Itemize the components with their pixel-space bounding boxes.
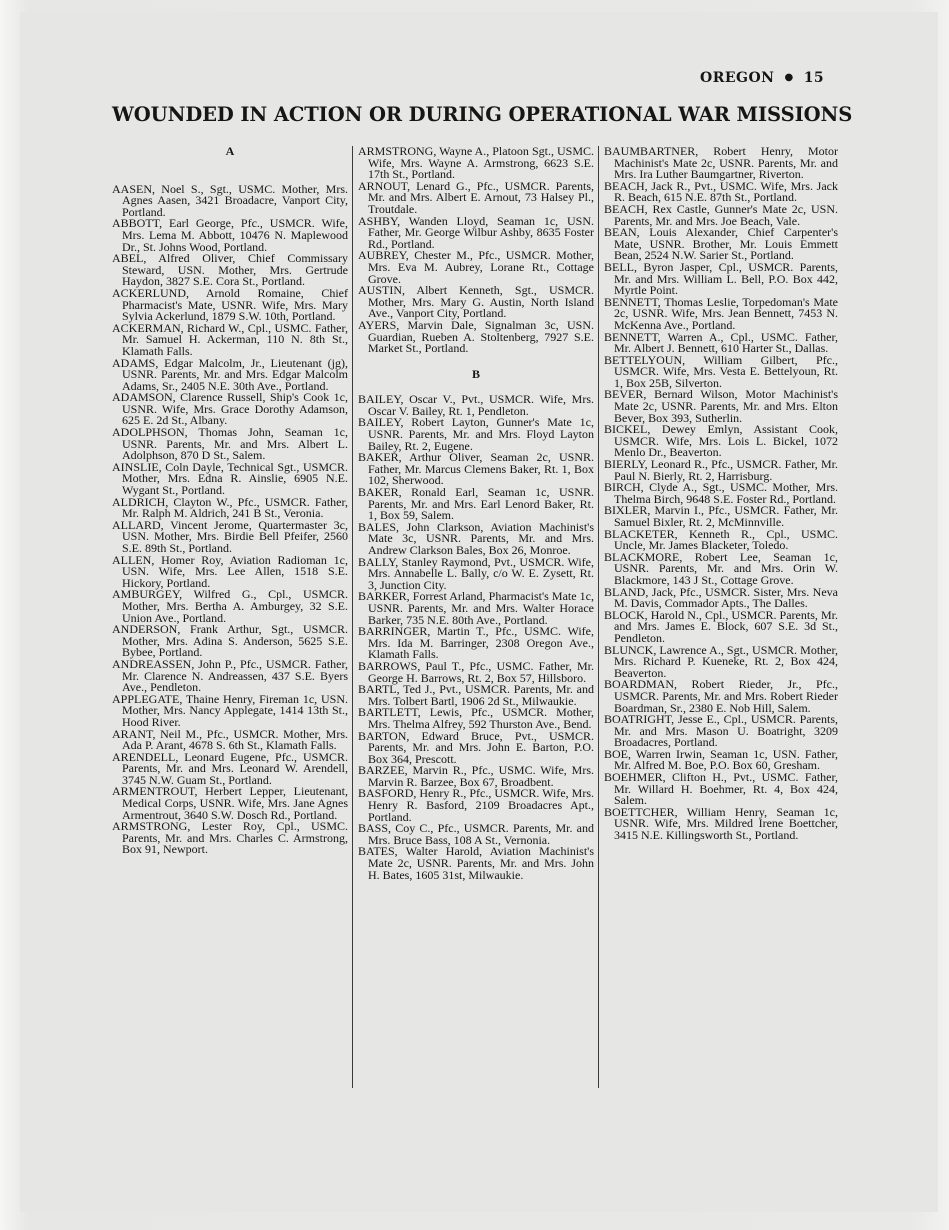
column-2: [358, 146, 594, 881]
casualty-entry: BETTELYOUN, William Gilbert, Pfc., USMCR. Wife, Mrs. Vesta E. Bettelyoun, Rt. 1, Box 25B, Silverton.: [604, 352, 838, 390]
casualty-entry: ALLARD, Vincent Jerome, Quartermaster 3c, USN. Mother, Mrs. Birdie Bell Pfeifer, 2560 S.E. 89th St., Portland.: [112, 517, 348, 555]
casualty-entry: BENNETT, Thomas Leslie, Torpedoman's Mate 2c, USNR. Wife, Mrs. Jean Bennett, 7453 N. McKenna Ave., Portland.: [604, 294, 838, 332]
casualty-entry: AUSTIN, Albert Kenneth, Sgt., USMCR. Mother, Mrs. Mary G. Austin, North Island Ave., Vanport City, Portland.: [358, 283, 594, 321]
casualty-entry: BLAND, Jack, Pfc., USMCR. Sister, Mrs. Neva M. Davis, Commador Apts., The Dalles.: [604, 584, 838, 611]
casualty-entry: BOE, Warren Irwin, Seaman 1c, USN. Father, Mr. Alfred M. Boe, P.O. Box 60, Gresham.: [604, 746, 838, 773]
entry-list: [358, 146, 594, 355]
casualty-entry: ARANT, Neil M., Pfc., USMCR. Mother, Mrs. Ada P. Arant, 4678 S. 6th St., Klamath Falls.: [112, 726, 348, 753]
casualty-entry: AINSLIE, Coln Dayle, Technical Sgt., USMCR. Mother, Mrs. Edna R. Ainslie, 6905 N.E. Wygant St., Portland.: [112, 459, 348, 498]
casualty-entry: ADAMSON, Clarence Russell, Ship's Cook 1c, USNR. Wife, Mrs. Grace Dorothy Adamson, 625 E. 2d St., Albany.: [112, 390, 348, 428]
casualty-entry: BENNETT, Warren A., Cpl., USMC. Father, Mr. Albert J. Bennett, 610 Harter St., Dallas.: [604, 329, 838, 356]
casualty-entry: AASEN, Noel S., Sgt., USMC. Mother, Mrs. Agnes Aasen, 3421 Broadacre, Vanport City, Portland.: [112, 181, 348, 219]
page-number: 15: [803, 70, 825, 86]
casualty-entry: ALDRICH, Clayton W., Pfc., USMCR. Father, Mr. Ralph M. Aldrich, 241 B St., Veronia.: [112, 494, 348, 521]
casualty-entry: BARKER, Forrest Arland, Pharmacist's Mate 1c, USNR. Parents, Mr. and Mrs. Walter Horace Barker, 735 N.E. 80th Ave., Portland.: [358, 589, 594, 627]
casualty-entry: ARNOUT, Lenard G., Pfc., USMCR. Parents, Mr. and Mrs. Albert E. Arnout, 73 Halsey Pl., Troutdale.: [358, 178, 594, 216]
entry-list: [358, 394, 594, 881]
section-letter-a: A: [225, 144, 235, 158]
casualty-entry: APPLEGATE, Thaine Henry, Fireman 1c, USN. Mother, Mrs. Nancy Applegate, 1414 13th St., Hood River.: [112, 691, 348, 729]
casualty-entry: ARMENTROUT, Herbert Lepper, Lieutenant, Medical Corps, USNR. Wife, Mrs. Jane Agnes Armentrout, 3640 S.W. Dosch Rd., Portland.: [112, 784, 348, 822]
column-divider: [352, 146, 353, 1088]
page-title: WOUNDED IN ACTION OR DURING OPERATIONAL WAR MISSIONS: [112, 103, 853, 126]
casualty-entry: BAKER, Arthur Oliver, Seaman 2c, USNR. Father, Mr. Marcus Clemens Baker, Rt. 1, Box 102, Sherwood.: [358, 450, 594, 488]
casualty-entry: ABBOTT, Earl George, Pfc., USMCR. Wife, Mrs. Lema M. Abbott, 10476 N. Maplewood Dr., St. Johns Wood, Portland.: [112, 216, 348, 254]
casualty-entry: BAILEY, Robert Layton, Gunner's Mate 1c, USNR. Parents, Mr. and Mrs. Floyd Layton Bailey, Rt. 2, Eugene.: [358, 415, 594, 453]
casualty-entry: ADAMS, Edgar Malcolm, Jr., Lieutenant (jg), USNR. Parents, Mr. and Mrs. Edgar Malcolm Adams, Sr., 2405 N.E. 30th Ave., Portland.: [112, 355, 348, 393]
casualty-entry: BIRCH, Clyde A., Sgt., USMC. Mother, Mrs. Thelma Birch, 9648 S.E. Foster Rd., Portland.: [604, 480, 838, 506]
casualty-entry: BATES, Walter Harold, Aviation Machinist's Mate 2c, USNR. Parents, Mr. and Mrs. John H. Bates, 1605 31st, Milwaukie.: [358, 844, 594, 882]
casualty-entry: ASHBY, Wanden Lloyd, Seaman 1c, USN. Father, Mr. George Wilbur Ashby, 8635 Foster Rd., Portland.: [358, 213, 594, 251]
state-name: OREGON: [700, 70, 775, 86]
casualty-entry: BAUMBARTNER, Robert Henry, Motor Machinist's Mate 2c, USNR. Parents, Mr. and Mrs. Ira Luther Baumgartner, Riverton.: [604, 144, 838, 182]
casualty-entry: AUBREY, Chester M., Pfc., USMCR. Mother, Mrs. Eva M. Aubrey, Lorane Rt., Cottage Grove.: [358, 248, 594, 286]
casualty-entry: BOATRIGHT, Jesse E., Cpl., USMCR. Parents, Mr. and Mrs. Mason U. Boatright, 3209 Broadacres, Portland.: [604, 712, 838, 750]
casualty-entry: BARZEE, Marvin R., Pfc., USMC. Wife, Mrs. Marvin R. Barzee, Box 67, Broadbent.: [358, 763, 594, 789]
casualty-entry: BEAN, Louis Alexander, Chief Carpenter's Mate, USNR. Brother, Mr. Louis Emmett Bean, 2524 N.W. Sarier St., Portland.: [604, 225, 838, 263]
entry-list: [112, 181, 348, 857]
casualty-entry: BEACH, Jack R., Pvt., USMC. Wife, Mrs. Jack R. Beach, 615 N.E. 87th St., Portland.: [604, 178, 838, 205]
column-3: [604, 146, 838, 842]
casualty-entry: BIXLER, Marvin I., Pfc., USMCR. Father, Mr. Samuel Bixler, Rt. 2, McMinnville.: [604, 503, 838, 529]
casualty-entry: BALES, John Clarkson, Aviation Machinist's Mate 3c, USNR. Parents, Mr. and Mrs. Andrew Clarkson Bales, Box 26, Monroe.: [358, 519, 594, 557]
casualty-entry: BARRINGER, Martin T., Pfc., USMC. Wife, Mrs. Ida M. Barringer, 2308 Oregon Ave., Klamath Falls.: [358, 624, 594, 662]
casualty-entry: BARROWS, Paul T., Pfc., USMC. Father, Mr. George H. Barrows, Rt. 2, Box 57, Hillsboro.: [358, 658, 594, 685]
casualty-entry: ANDERSON, Frank Arthur, Sgt., USMCR. Mother, Mrs. Adina S. Anderson, 5625 S.E. Bybee, Portland.: [112, 622, 348, 660]
casualty-entry: ALLEN, Homer Roy, Aviation Radioman 1c, USN. Wife, Mrs. Lee Allen, 1518 S.E. Hickory, Portland.: [112, 552, 348, 590]
casualty-entry: BLACKMORE, Robert Lee, Seaman 1c, USNR. Parents, Mr. and Mrs. Orin W. Blackmore, 143 J St., Cottage Grove.: [604, 549, 838, 587]
casualty-entry: BEVER, Bernard Wilson, Motor Machinist's Mate 2c, USNR. Parents, Mr. and Mrs. Elton Bever, Box 393, Sutherlin.: [604, 387, 838, 425]
casualty-entry: BALLY, Stanley Raymond, Pvt., USMCR. Wife, Mrs. Annabelle L. Bally, c/o W. E. Zysett, Rt. 3, Junction City.: [358, 554, 594, 592]
casualty-entry: BELL, Byron Jasper, Cpl., USMCR. Parents, Mr. and Mrs. William L. Bell, P.O. Box 442, Myrtle Point.: [604, 259, 838, 298]
casualty-entry: BICKEL, Dewey Emlyn, Assistant Cook, USMCR. Wife, Mrs. Lois L. Bickel, 1072 Menlo Dr., Beaverton.: [604, 422, 838, 460]
casualty-entry: BOARDMAN, Robert Rieder, Jr., Pfc., USMCR. Parents, Mr. and Mrs. Robert Rieder Boardman, Sr., 2380 E. Nob Hill, Salem.: [604, 677, 838, 715]
casualty-entry: BASS, Coy C., Pfc., USMCR. Parents, Mr. and Mrs. Bruce Bass, 108 A St., Vernonia.: [358, 821, 594, 847]
casualty-entry: BARTLETT, Lewis, Pfc., USMCR. Mother, Mrs. Thelma Alfrey, 592 Thurston Ave., Bend.: [358, 705, 594, 731]
casualty-entry: BLUNCK, Lawrence A., Sgt., USMCR. Mother, Mrs. Richard P. Kueneke, Rt. 2, Box 424, Beaverton.: [604, 642, 838, 680]
page-header: [700, 70, 840, 86]
casualty-entry: BARTON, Edward Bruce, Pvt., USMCR. Parents, Mr. and Mrs. John E. Barton, P.O. Box 364, Prescott.: [358, 728, 594, 766]
casualty-entry: ACKERMAN, Richard W., Cpl., USMC. Father, Mr. Samuel H. Ackerman, 110 N. 8th St., Klamath Falls.: [112, 320, 348, 358]
casualty-entry: ANDREASSEN, John P., Pfc., USMCR. Father, Mr. Clarence N. Andreassen, 437 S.E. Byers Ave., Pendleton.: [112, 656, 348, 695]
casualty-entry: BAKER, Ronald Earl, Seaman 1c, USNR. Parents, Mr. and Mrs. Earl Lenord Baker, Rt. 1, Box 59, Salem.: [358, 485, 594, 523]
entry-list: [604, 146, 838, 842]
casualty-entry: ADOLPHSON, Thomas John, Seaman 1c, USNR. Parents, Mr. and Mrs. Albert L. Adolphson, 870 D St., Salem.: [112, 425, 348, 463]
column-1: [112, 146, 348, 856]
casualty-entry: BOETTCHER, William Henry, Seaman 1c, USNR. Wife, Mrs. Mildred Irene Boettcher, 3415 N.E. Killingsworth St., Portland.: [604, 804, 838, 843]
casualty-entry: ARMSTRONG, Wayne A., Platoon Sgt., USMC. Wife, Mrs. Wayne A. Armstrong, 6623 S.E. 17th St., Portland.: [358, 144, 594, 182]
casualty-entry: BARTL, Ted J., Pvt., USMCR. Parents, Mr. and Mrs. Tolbert Bartl, 1906 2d St., Milwaukie.: [358, 682, 594, 708]
section-letter-b: B: [471, 366, 480, 381]
casualty-entry: ABEL, Alfred Oliver, Chief Commissary Steward, USN. Mother, Mrs. Gertrude Haydon, 3827 S.E. Cora St., Portland.: [112, 251, 348, 289]
casualty-entry: BOEHMER, Clifton H., Pvt., USMC. Father, Mr. Willard H. Boehmer, Rt. 4, Box 424, Salem.: [604, 770, 838, 808]
casualty-entry: ARMSTRONG, Lester Roy, Cpl., USMC. Parents, Mr. and Mrs. Charles C. Armstrong, Box 91, Newport.: [112, 819, 348, 857]
casualty-entry: BASFORD, Henry R., Pfc., USMCR. Wife, Mrs. Henry R. Basford, 2109 Broadacres Apt., Portland.: [358, 786, 594, 824]
casualty-entry: ACKERLUND, Arnold Romaine, Chief Pharmacist's Mate, USNR. Wife, Mrs. Mary Sylvia Ackerlund, 1879 S.W. 10th, Portland.: [112, 285, 348, 324]
casualty-entry: BLOCK, Harold N., Cpl., USMCR. Parents, Mr. and Mrs. James E. Block, 607 S.E. 3d St., Pendleton.: [604, 607, 838, 645]
casualty-entry: BIERLY, Leonard R., Pfc., USMCR. Father, Mr. Paul N. Bierly, Rt. 2, Harrisburg.: [604, 457, 838, 483]
bullet-separator: ●: [784, 72, 794, 83]
casualty-entry: BEACH, Rex Castle, Gunner's Mate 2c, USN. Parents, Mr. and Mrs. Joe Beach, Vale.: [604, 201, 838, 228]
casualty-entry: AYERS, Marvin Dale, Signalman 3c, USN. Guardian, Rueben A. Stoltenberg, 7927 S.E. Market St., Portland.: [358, 317, 594, 356]
casualty-entry: AMBURGEY, Wilfred G., Cpl., USMCR. Mother, Mrs. Bertha A. Amburgey, 32 S.E. Union Ave., Portland.: [112, 587, 348, 625]
casualty-entry: BLACKETER, Kenneth R., Cpl., USMC. Uncle, Mr. James Blacketer, Toledo.: [604, 526, 838, 553]
column-divider: [598, 146, 599, 1088]
casualty-entry: ARENDELL, Leonard Eugene, Pfc., USMCR. Parents, Mr. and Mrs. Leonard W. Arendell, 3745 N.W. Guam St., Portland.: [112, 749, 348, 787]
casualty-entry: BAILEY, Oscar V., Pvt., USMCR. Wife, Mrs. Oscar V. Bailey, Rt. 1, Pendleton.: [358, 392, 594, 418]
